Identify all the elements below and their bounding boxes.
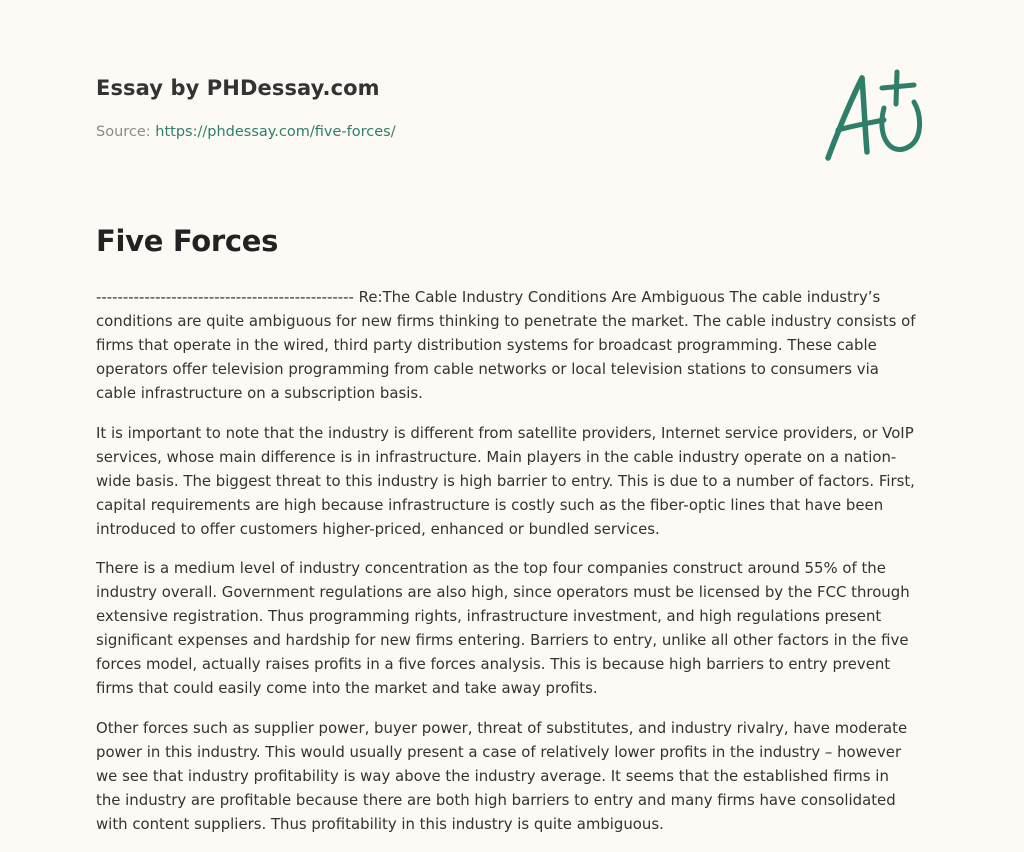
source-link[interactable]: https://phdessay.com/five-forces/ [155,124,396,140]
page-title: Five Forces [96,224,279,258]
site-brand: Essay by PHDessay.com [96,76,380,100]
source-line [96,124,396,140]
a-plus-logo-icon [818,64,928,168]
essay-paragraph: Other forces such as supplier power, buyer power, threat of substitutes, and industry rivalry, have moderate power in this industry. This would usually present a case of relatively lower profits in the industry – however we see that industry profitability is way above the industry average. It seems that the established firms in the industry are profitable because there are both high barriers to entry and many firms have consolidated with content suppliers. Thus profitability in this industry is quite ambiguous. [96,718,908,833]
essay-paragraph: It is important to note that the industry is different from satellite providers, Internet service providers, or VoIP services, whose main difference is in infrastructure. Main players in the cable industry operate on a nation-wide basis. The biggest threat to this industry is high barrier to entry. This is due to a number of factors. First, capital requirements are high because infrastructure is costly such as the fiber-optic lines that have been introduced to offer customers higher-priced, enhanced or bundled services. [96,423,915,538]
source-label: Source: [96,124,151,140]
essay-paragraph: ------------------------------------------------ Re:The Cable Industry Conditions Are Ambiguous The cable industry’s conditions are quite ambiguous for new firms thinking to penetrate the market. The cable industry consists of firms that operate in the wired, third party distribution systems for broadcast programming. These cable operators offer television programming from cable networks or local television stations to consumers via cable infrastructure on a subscription basis. [96,288,916,402]
essay-paragraph: There is a medium level of industry concentration as the top four companies construct around 55% of the industry overall. Government regulations are also high, since operators must be licensed by the FCC through extensive registration. Thus programming rights, infrastructure investment, and high regulations present significant expenses and hardship for new firms entering. Barriers to entry, unlike all other factors in the five forces model, actually raises profits in a five forces analysis. This is because high barriers to entry prevent firms that could easily come into the market and take away profits. [96,559,910,697]
essay-body [96,285,918,851]
